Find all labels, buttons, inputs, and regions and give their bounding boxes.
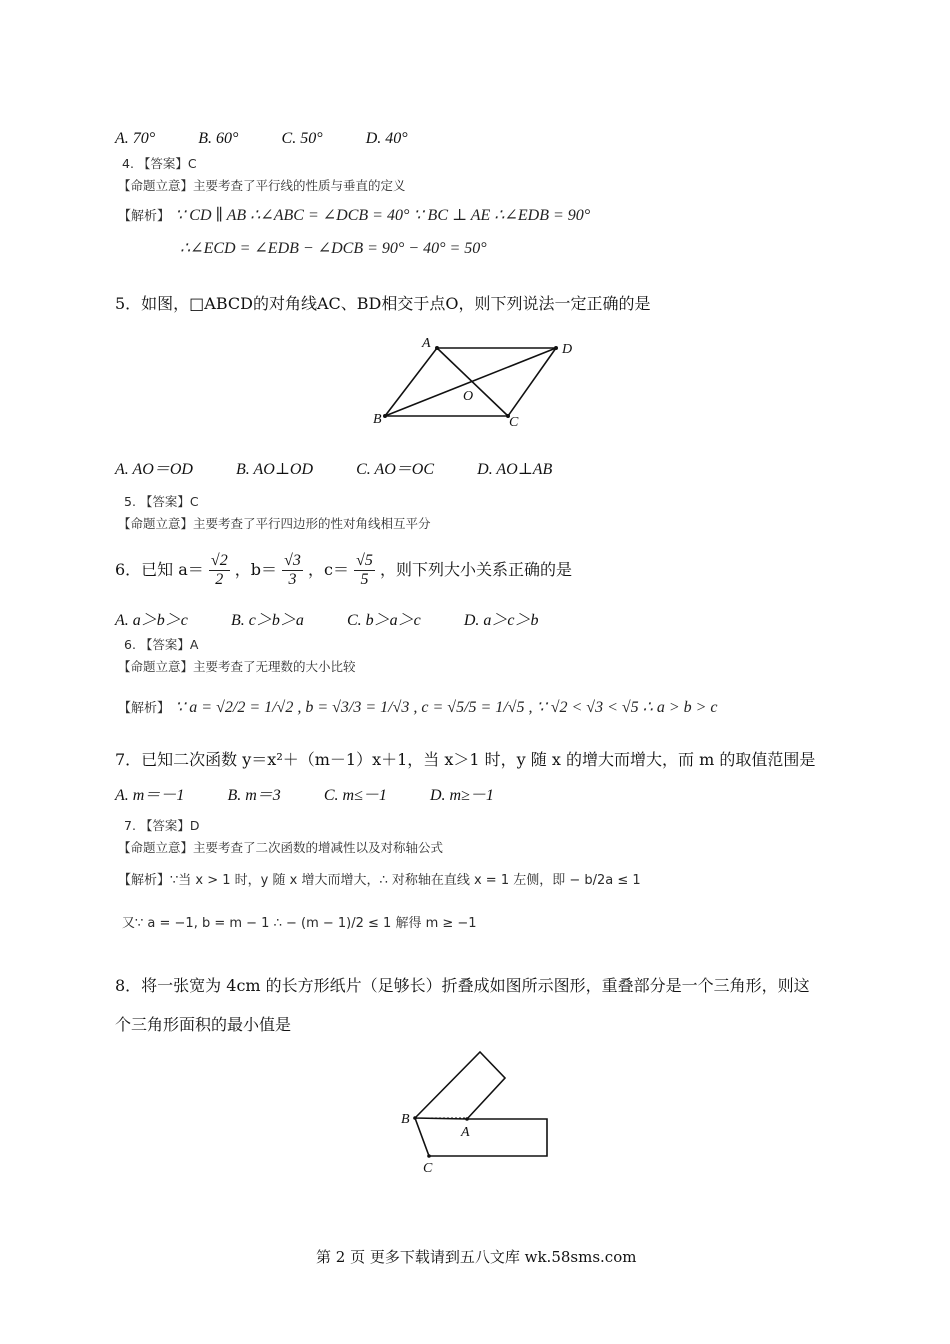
q6-stem <box>115 552 572 589</box>
q6-solution-label: 【解析】 <box>118 701 171 716</box>
q7-option-b: B. m＝3 <box>227 787 281 804</box>
lower-strip <box>415 1118 547 1156</box>
upper-strip <box>415 1052 505 1119</box>
parallelogram-figure <box>360 330 590 435</box>
q5-option-a: A. AO＝OD <box>115 461 193 478</box>
q6-b-numerator: √3 <box>284 552 301 569</box>
q6-option-d: D. a＞c＞b <box>463 612 539 629</box>
point-label-c: C <box>423 1161 433 1176</box>
q6-stem-b: ，b＝ <box>234 560 278 579</box>
q6-option-a: A. a＞b＞c <box>115 612 188 629</box>
folded-paper-figure <box>395 1048 555 1178</box>
q4-solution-line2: ∴∠ECD = ∠EDB − ∠DCB = 90° − 40° = 50° <box>180 240 487 257</box>
q6-a-numerator: √2 <box>210 552 228 569</box>
q6-stem-pre: 6．已知 a＝ <box>115 560 204 579</box>
vertex-label-a: A <box>422 336 431 351</box>
q7-solution-line2: 又∵ a = −1, b = m − 1 ∴ − (m − 1)/2 ≤ 1 解得 m ≥ −1 <box>122 916 477 931</box>
q6-b-denominator: 3 <box>288 571 297 588</box>
vertex-label-d: D <box>562 342 573 357</box>
q5-option-c: C. AO＝OC <box>356 461 435 478</box>
q7-option-d: D. m≥－1 <box>429 787 494 804</box>
q6-stem-c: ，c＝ <box>308 560 349 579</box>
q4-option-c: C. 50° <box>281 130 323 147</box>
q6-solution <box>118 697 718 717</box>
q5-stem: 5．如图，□ABCD的对角线AC、BD相交于点O，则下列说法一定正确的是 <box>115 294 651 313</box>
q5-options <box>115 458 590 481</box>
q6-a-denominator: 2 <box>215 571 224 588</box>
q6-solution-text: ∵ a = √2/2 = 1/√2 , b = √3/3 = 1/√3 , c = √5/5 = 1/√5 , ∵ √2 < √3 < √5 ∴ a > b > c <box>175 699 718 716</box>
page-footer: 第 2 页 更多下载请到五八文库 wk.58sms.com <box>316 1248 637 1266</box>
q7-answer: 7. 【答案】D <box>124 818 200 833</box>
q6-intent: 【命题立意】主要考查了无理数的大小比较 <box>118 659 356 674</box>
q7-stem: 7．已知二次函数 y＝x²＋（m－1）x＋1，当 x＞1 时，y 随 x 的增大而增大，而 m 的取值范围是 <box>115 750 816 769</box>
q5-intent: 【命题立意】主要考查了平行四边形的性对角线相互平分 <box>118 516 431 531</box>
q4-options <box>115 127 446 150</box>
q4-solution-line1 <box>118 205 590 225</box>
q6-fraction-c <box>354 552 375 589</box>
q4-solution-text1: ∵ CD ∥ AB ∴∠ABC = ∠DCB = 40° ∵ BC ⊥ AE ∴∠EDB = 90° <box>175 207 591 224</box>
q5-option-d: D. AO⊥AB <box>477 461 553 478</box>
point-label-b: B <box>401 1112 410 1127</box>
center-label-o: O <box>463 389 474 404</box>
q4-solution-label: 【解析】 <box>118 209 171 224</box>
q4-answer: 4. 【答案】C <box>122 156 197 171</box>
q6-answer: 6. 【答案】A <box>124 637 199 652</box>
q7-intent: 【命题立意】主要考查了二次函数的增减性以及对称轴公式 <box>118 840 444 855</box>
q6-fraction-b <box>282 552 303 589</box>
q6-option-c: C. b＞a＞c <box>346 612 421 629</box>
point-label-a: A <box>461 1125 470 1140</box>
vertex-label-c: C <box>509 415 519 430</box>
q4-option-d: D. 40° <box>365 130 408 147</box>
q7-option-c: C. m≤－1 <box>323 787 387 804</box>
q6-fraction-a <box>209 552 230 589</box>
q8-stem-line2: 个三角形面积的最小值是 <box>115 1015 292 1034</box>
q4-option-b: B. 60° <box>198 130 239 147</box>
q4-intent: 【命题立意】主要考查了平行线的性质与垂直的定义 <box>118 178 406 193</box>
q6-stem-post: ，则下列大小关系正确的是 <box>379 560 572 579</box>
q6-options <box>115 609 577 632</box>
q4-option-a: A. 70° <box>115 130 156 147</box>
q6-c-numerator: √5 <box>356 552 373 569</box>
q8-stem-line1: 8．将一张宽为 4cm 的长方形纸片（足够长）折叠成如图所示图形，重叠部分是一个三角形，则这 <box>115 976 810 995</box>
q7-option-a: A. m＝－1 <box>115 787 185 804</box>
vertex-label-b: B <box>373 412 382 427</box>
q6-c-denominator: 5 <box>360 571 369 588</box>
q7-options <box>115 784 532 807</box>
q5-option-b: B. AO⊥OD <box>236 461 313 478</box>
q5-answer: 5. 【答案】C <box>124 494 199 509</box>
q6-option-b: B. c＞b＞a <box>230 612 304 629</box>
q7-solution-line1: 【解析】∵当 x > 1 时，y 随 x 增大而增大，∴ 对称轴在直线 x = 1 左侧，即 − b/2a ≤ 1 <box>118 873 641 888</box>
